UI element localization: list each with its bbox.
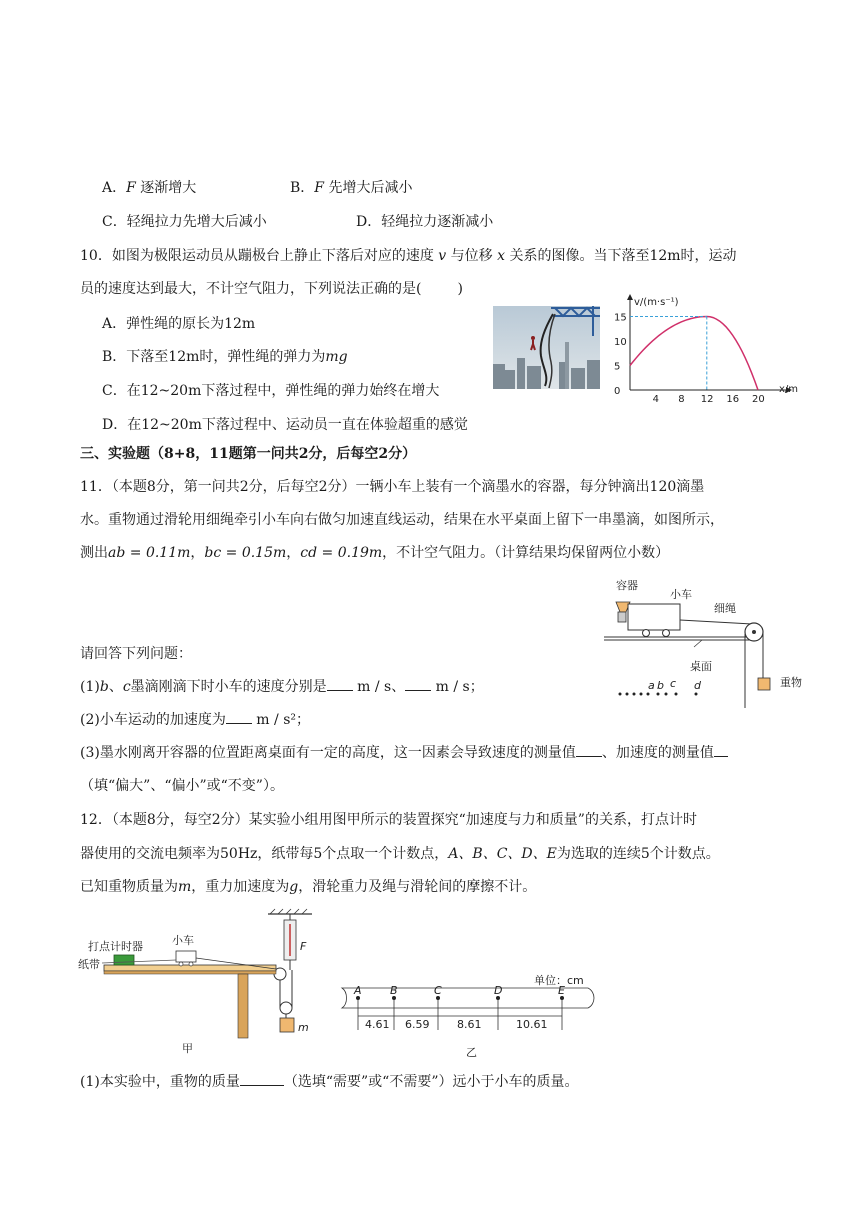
- q11-sub1-b: b: [99, 679, 109, 695]
- q11-sub2-end: ；: [296, 712, 310, 728]
- x-tick-label: 12: [700, 394, 714, 405]
- q10-option-b: [102, 347, 348, 367]
- q11-prompt: 请回答下列问题：: [80, 646, 192, 662]
- q11-sub1-blank-2[interactable]: [405, 678, 431, 691]
- q10-option-d: D．在12~20m下落过程中、运动员一直在体验超重的感觉: [102, 417, 468, 433]
- q12-sub1-blank[interactable]: [240, 1073, 284, 1086]
- q10-stem-paren-close: ): [457, 281, 463, 297]
- q12-stem-end3: ，滑轮重力及绳与滑轮间的摩擦不计。: [298, 879, 537, 895]
- q10-stem-line1: [80, 246, 737, 266]
- q12-figure-jia: [78, 908, 328, 1058]
- q12-stem-line3: [80, 877, 536, 897]
- q9-option-b-letter: B．: [290, 180, 315, 196]
- label-container: 容器: [616, 579, 638, 592]
- q12-figure-yi: [338, 970, 608, 1060]
- q12-sub1: [80, 1072, 578, 1092]
- q9-option-b-var: F: [314, 180, 325, 196]
- q11-stem-line2: 水。重物通过滑轮用细绳牵引小车向右做匀加速直线运动，结果在水平桌面上留下一串墨滴，如图所示，: [80, 512, 724, 528]
- y-axis-label: v/(m·s⁻¹): [634, 297, 679, 308]
- q11-sub1-num: (1): [80, 679, 100, 695]
- q11-sub2-unit: m / s²: [256, 712, 296, 728]
- count-point-label: E: [558, 984, 565, 997]
- y-tick-label: 5: [614, 361, 621, 373]
- q9-option-a: [102, 178, 196, 198]
- label-car: 小车: [670, 588, 692, 601]
- q11-stem-end: ，不计空气阻力。（计算结果均保留两位小数）: [382, 545, 670, 561]
- q11-sub1-text: 墨滴刚滴下时小车的速度分别是: [130, 679, 327, 695]
- weight-block-icon: [280, 1018, 294, 1032]
- q12-stem-text2: 器使用的交流电频率为50Hz，纸带每5个点取一个计数点，: [80, 846, 449, 862]
- q11-sub2-text: (2)小车运动的加速度为: [80, 712, 226, 728]
- label-timer: 打点计时器: [88, 940, 143, 953]
- bungee-photo: [493, 306, 600, 389]
- q11-stem-pre: 测出: [80, 545, 108, 561]
- y-tick-label: 15: [614, 312, 627, 324]
- q12-var-g: g: [289, 879, 299, 895]
- q10-option-a: A．弹性绳的原长为12m: [102, 316, 256, 332]
- q12-points: A、B、C、D、E: [448, 846, 557, 862]
- q11-sub2: [80, 710, 310, 730]
- q11-sub1-unit-2: m / s: [435, 679, 470, 695]
- x-tick-label: 8: [678, 394, 685, 405]
- q11-sub1-unit-1: m / s: [357, 679, 392, 695]
- count-point-label: C: [434, 984, 442, 997]
- q11-value-cd: cd = 0.19m: [300, 545, 383, 561]
- label-tape: 纸带: [78, 958, 100, 971]
- count-point-label: B: [390, 984, 398, 997]
- q10-option-c: C．在12~20m下落过程中，弹性绳的弹力始终在增大: [102, 383, 440, 399]
- q9-option-c: C．轻绳拉力先增大后减小: [102, 214, 267, 230]
- section-3-heading: 三、实验题（8+8，11题第一问共2分，后每空2分）: [80, 446, 417, 462]
- q11-sub1-unit-sep: 、: [391, 679, 406, 695]
- tape-unit-label: 单位：cm: [534, 974, 584, 987]
- x-tick-label: 16: [726, 394, 740, 405]
- q10-stem-text1: 10．如图为极限运动员从蹦极台上静止下落后对应的速度: [80, 248, 434, 264]
- v-x-chart: [612, 294, 812, 406]
- q11-sub3-text: (3)墨水刚离开容器的位置距离桌面有一定的高度，这一因素会导致速度的测量值: [80, 745, 576, 761]
- q11-stem-line3: 测出ab = 0.11m，bc = 0.15m，cd = 0.19m，不计空气阻力。（计算结果均保留两位小数）: [80, 545, 670, 561]
- label-rope: 细绳: [714, 602, 736, 615]
- x-tick-label: 20: [752, 394, 765, 405]
- distance-label: 10.61: [516, 1018, 548, 1031]
- label-car: 小车: [172, 934, 194, 947]
- dot-label-c: c: [670, 677, 677, 690]
- label-mass-m: m: [298, 1021, 309, 1034]
- distance-label: 6.59: [405, 1018, 430, 1031]
- x-tick-label: 4: [652, 394, 659, 405]
- q11-value-ab: ab = 0.11m: [108, 545, 191, 561]
- q9-option-a-letter: A．: [102, 180, 127, 196]
- q9-option-a-text: 逐渐增大: [140, 180, 197, 196]
- dot-label-d: d: [694, 679, 701, 692]
- y-axis-arrow: [627, 294, 633, 300]
- dot-label-b: b: [657, 679, 664, 692]
- q11-sub3: [80, 743, 728, 763]
- q11-apparatus-figure: [604, 574, 814, 708]
- q10-var-v: v: [438, 248, 447, 264]
- q10-stem-text2: 员的速度达到最大，不计空气阻力，下列说法正确的是(: [80, 281, 422, 297]
- distance-label: 4.61: [365, 1018, 390, 1031]
- q10-option-b-var: mg: [325, 349, 348, 365]
- q10-stem-mid: 与位移: [450, 248, 493, 264]
- q11-sub1: [80, 677, 484, 697]
- q12-stem-line2: [80, 844, 720, 864]
- q12-sub1-end: （选填“需要”或“不需要”）远小于小车的质量。: [283, 1074, 579, 1090]
- x-axis-label: x/m: [779, 384, 799, 395]
- q9-option-b: [290, 178, 412, 198]
- paper-tape: [342, 988, 594, 1008]
- label-table: 桌面: [690, 660, 712, 673]
- q10-stem-line2: [80, 279, 463, 299]
- label-weight: 重物: [780, 676, 802, 689]
- q11-sub1-sep: 、: [108, 679, 123, 695]
- q12-stem-mid3: ，重力加速度为: [191, 879, 290, 895]
- y-tick-label: 10: [614, 337, 627, 348]
- figure-caption-yi: 乙: [466, 1046, 477, 1059]
- car-icon: [628, 604, 680, 630]
- y-tick-label: 0: [614, 386, 621, 397]
- q11-stem-line1: 11．（本题8分，第一问共2分，后每空2分）一辆小车上装有一个滴墨水的容器，每分钟滴出120滴墨: [80, 479, 705, 495]
- count-point-label: A: [354, 984, 362, 997]
- q12-stem-line1: 12．（本题8分，每空2分）某实验小组用图甲所示的装置探究“加速度与力和质量”的关系，打点计时: [80, 812, 697, 828]
- q12-sub1-text: (1)本实验中，重物的质量: [80, 1074, 240, 1090]
- label-force-f: F: [300, 940, 307, 953]
- q9-option-d: D．轻绳拉力逐渐减小: [356, 214, 494, 230]
- q12-var-m: m: [178, 879, 192, 895]
- q11-sub1-blank-1[interactable]: [327, 678, 353, 691]
- q11-sub2-blank[interactable]: [226, 711, 252, 724]
- count-point-label: D: [494, 984, 503, 997]
- q12-stem-pre3: 已知重物质量为: [80, 879, 178, 895]
- weight-icon: [758, 678, 770, 690]
- q9-option-a-var: F: [126, 180, 136, 196]
- q11-value-bc: bc = 0.15m: [204, 545, 287, 561]
- q10-stem-end1: 关系的图像。当下落至12m时，运动: [509, 248, 737, 264]
- distance-label: 8.61: [457, 1018, 482, 1031]
- figure-caption-jia: 甲: [182, 1042, 193, 1055]
- q11-sub1-c: c: [122, 679, 131, 695]
- velocity-curve: [630, 317, 758, 391]
- q10-option-b-text: B．下落至12m时，弹性绳的弹力为: [102, 349, 326, 365]
- q11-sub3-line2: （填“偏大”、“偏小”或“不变”）。: [80, 778, 284, 794]
- q9-option-b-text: 先增大后减小: [328, 180, 413, 196]
- q10-var-x: x: [497, 248, 506, 264]
- timer-icon: [114, 955, 134, 965]
- movable-pulley-icon: [280, 1002, 292, 1014]
- q11-sub1-end: ；: [469, 679, 484, 695]
- cart-icon: [176, 951, 196, 962]
- dot-label-a: a: [648, 679, 655, 692]
- q11-sub3-blank-2[interactable]: [714, 744, 728, 757]
- q11-sub3-blank-1[interactable]: [576, 744, 602, 757]
- q12-stem-end2: 为选取的连续5个计数点。: [556, 846, 720, 862]
- q11-sub3-mid: 、加速度的测量值: [601, 745, 714, 761]
